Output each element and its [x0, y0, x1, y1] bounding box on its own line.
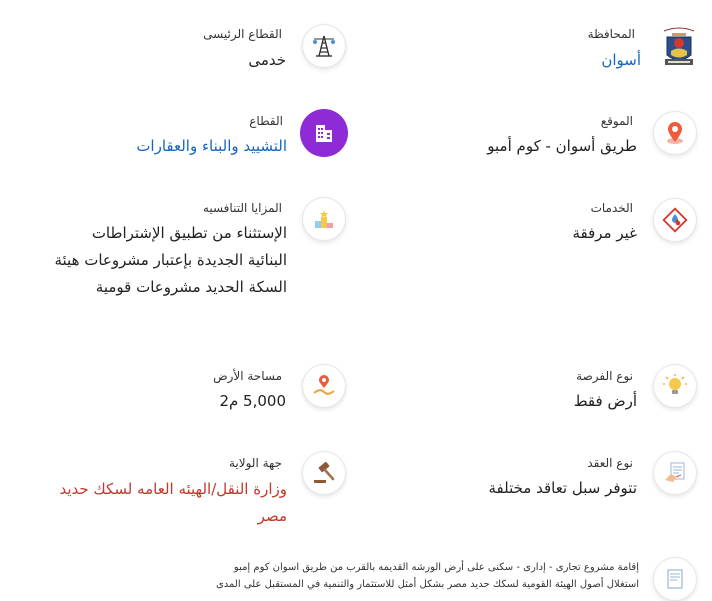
services-value: غير مرفقة: [572, 224, 637, 242]
contract-type-label: نوع العقد: [587, 456, 633, 470]
contract-type-value: تتوفر سبل تعاقد مختلفة: [488, 479, 637, 497]
competitive-advantages-line: السكة الحديد مشروعات قومية: [95, 278, 287, 296]
jurisdiction-line: مصر: [257, 507, 287, 525]
description-line: استغلال أصول الهيئة القومية لسكك حديد مصر بشكل أمثل للاستثمار والتنمية في المستقبل على المدى: [215, 579, 639, 590]
buildings-icon: [300, 109, 348, 157]
description-line: إقامة مشروع تجارى - إدارى - سكنى على أرض الورشه القديمه بالقرب من طريق اسوان كوم إمبو: [233, 562, 639, 573]
governorate-seal-icon: [657, 25, 701, 69]
governorate-value[interactable]: أسوان: [601, 51, 641, 69]
tower-icon: [302, 24, 346, 68]
description-text: [216, 559, 639, 593]
opportunity-type-value: أرض فقط: [573, 392, 637, 410]
land-area-value: 5,000 م2: [219, 392, 286, 410]
land-area-label: مساحة الأرض: [213, 369, 282, 383]
main-sector-value: خدمى: [248, 51, 286, 69]
podium-icon: [302, 197, 346, 241]
jurisdiction-line: وزارة النقل/الهيئه العامه لسكك حديد: [59, 480, 287, 498]
competitive-advantages-line: الإستثناء من تطبيق الإشتراطات: [91, 224, 287, 242]
location-value: طريق أسوان - كوم أمبو: [487, 137, 637, 155]
competitive-advantages-label: المزايا التنافسيه: [202, 201, 282, 215]
main-sector-label: القطاع الرئيسى: [203, 27, 282, 41]
contract-icon: [653, 451, 697, 495]
sector-label: القطاع: [249, 114, 283, 128]
lightbulb-icon: [653, 364, 697, 408]
sector-value[interactable]: التشييد والبناء والعقارات: [136, 137, 287, 155]
services-label: الخدمات: [590, 201, 633, 215]
jurisdiction-value: [59, 476, 287, 530]
governorate-label: المحافظة: [587, 27, 635, 41]
land-pin-icon: [302, 364, 346, 408]
gavel-icon: [302, 451, 346, 495]
opportunity-type-label: نوع الفرصة: [576, 369, 633, 383]
competitive-advantages-value: [54, 220, 287, 301]
utilities-icon: [653, 198, 697, 242]
map-pin-icon: [653, 111, 697, 155]
jurisdiction-label: جهة الولاية: [228, 456, 282, 470]
document-icon: [653, 557, 697, 601]
competitive-advantages-line: البنائية الجديدة بإعتبار مشروعات هيئة: [54, 251, 287, 269]
location-label: الموقع: [600, 114, 633, 128]
